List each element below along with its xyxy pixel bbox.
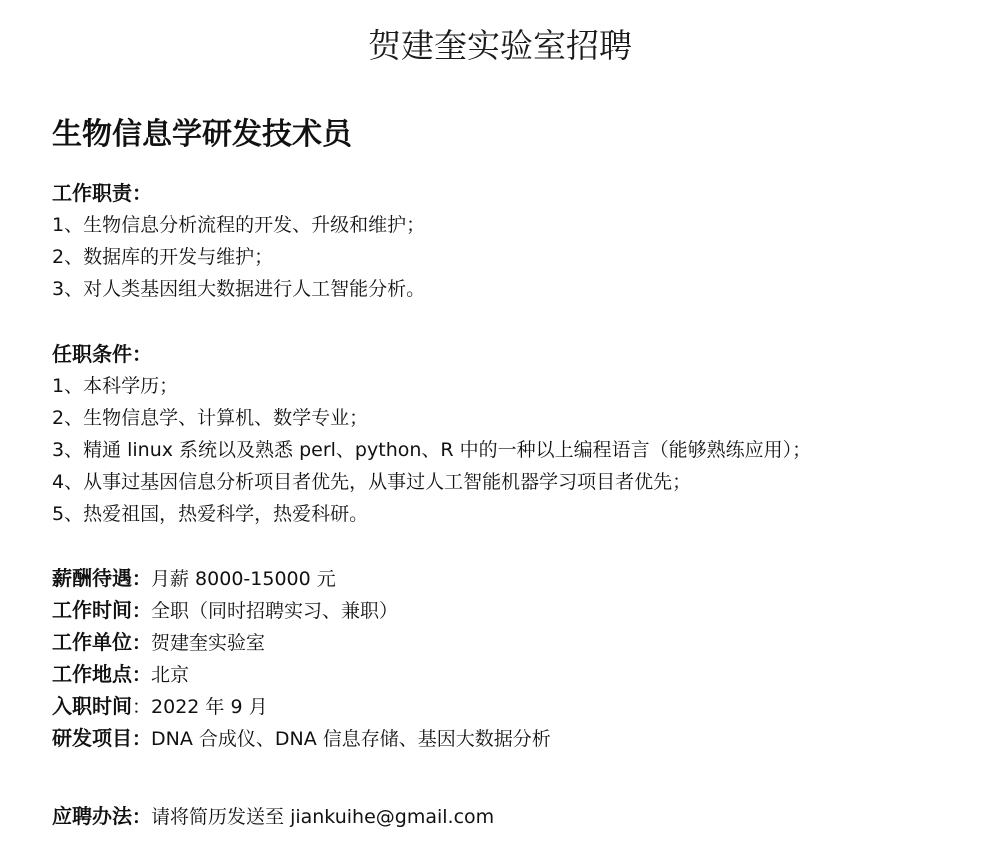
requirements-section xyxy=(52,338,811,530)
apply-text: 请将简历发送至 xyxy=(151,806,291,828)
project-label: 研发项目 xyxy=(52,726,132,750)
start-date-row xyxy=(52,690,551,722)
apply-row xyxy=(52,800,494,832)
page-title: 贺建奎实验室招聘 xyxy=(368,26,632,65)
duties-heading: 工作职责： xyxy=(52,181,152,205)
duties-section xyxy=(52,177,425,305)
requirements-list xyxy=(52,370,811,530)
position-title: 生物信息学研发技术员 xyxy=(52,117,352,152)
employer-row xyxy=(52,626,551,658)
project-value: DNA 合成仪、DNA 信息存储、基因大数据分析 xyxy=(151,728,551,750)
list-item: 2、数据库的开发与维护； xyxy=(52,246,274,268)
list-item: 3、精通 linux 系统以及熟悉 perl、python、R 中的一种以上编程语言（能够熟练应用）； xyxy=(52,439,812,461)
duties-list xyxy=(52,209,425,305)
apply-separator: ： xyxy=(132,806,152,828)
list-item: 2、生物信息学、计算机、数学专业； xyxy=(52,407,369,429)
location-row xyxy=(52,658,551,690)
location-separator: ： xyxy=(132,664,152,686)
salary-label: 薪酬待遇 xyxy=(52,566,132,590)
project-separator: ： xyxy=(132,728,152,750)
work-time-row xyxy=(52,594,551,626)
salary-value: 月薪 8000-15000 元 xyxy=(151,568,336,590)
work-time-label: 工作时间 xyxy=(52,598,132,622)
project-row xyxy=(52,722,551,754)
work-time-value: 全职（同时招聘实习、兼职） xyxy=(151,600,399,622)
employer-label: 工作单位 xyxy=(52,630,132,654)
apply-label: 应聘办法 xyxy=(52,804,132,828)
start-date-value: 2022 年 9 月 xyxy=(151,696,268,718)
employer-value: 贺建奎实验室 xyxy=(151,632,266,654)
salary-separator: ： xyxy=(132,568,152,590)
list-item: 3、对人类基因组大数据进行人工智能分析。 xyxy=(52,278,426,300)
work-time-separator: ： xyxy=(132,600,152,622)
email-address[interactable]: jiankuihe@gmail.com xyxy=(290,806,495,828)
list-item: 4、从事过基因信息分析项目者优先，从事过人工智能机器学习项目者优先； xyxy=(52,471,692,493)
list-item: 1、本科学历； xyxy=(52,375,179,397)
location-label: 工作地点 xyxy=(52,662,132,686)
salary-row xyxy=(52,562,551,594)
list-item: 1、生物信息分析流程的开发、升级和维护； xyxy=(52,214,426,236)
requirements-heading: 任职条件： xyxy=(52,342,152,366)
details-section xyxy=(52,562,551,754)
apply-section xyxy=(52,800,494,832)
start-date-label: 入职时间 xyxy=(52,694,132,718)
list-item: 5、热爱祖国，热爱科学，热爱科研。 xyxy=(52,503,369,525)
start-date-separator: ： xyxy=(132,696,152,718)
employer-separator: ： xyxy=(132,632,152,654)
location-value: 北京 xyxy=(151,664,190,686)
